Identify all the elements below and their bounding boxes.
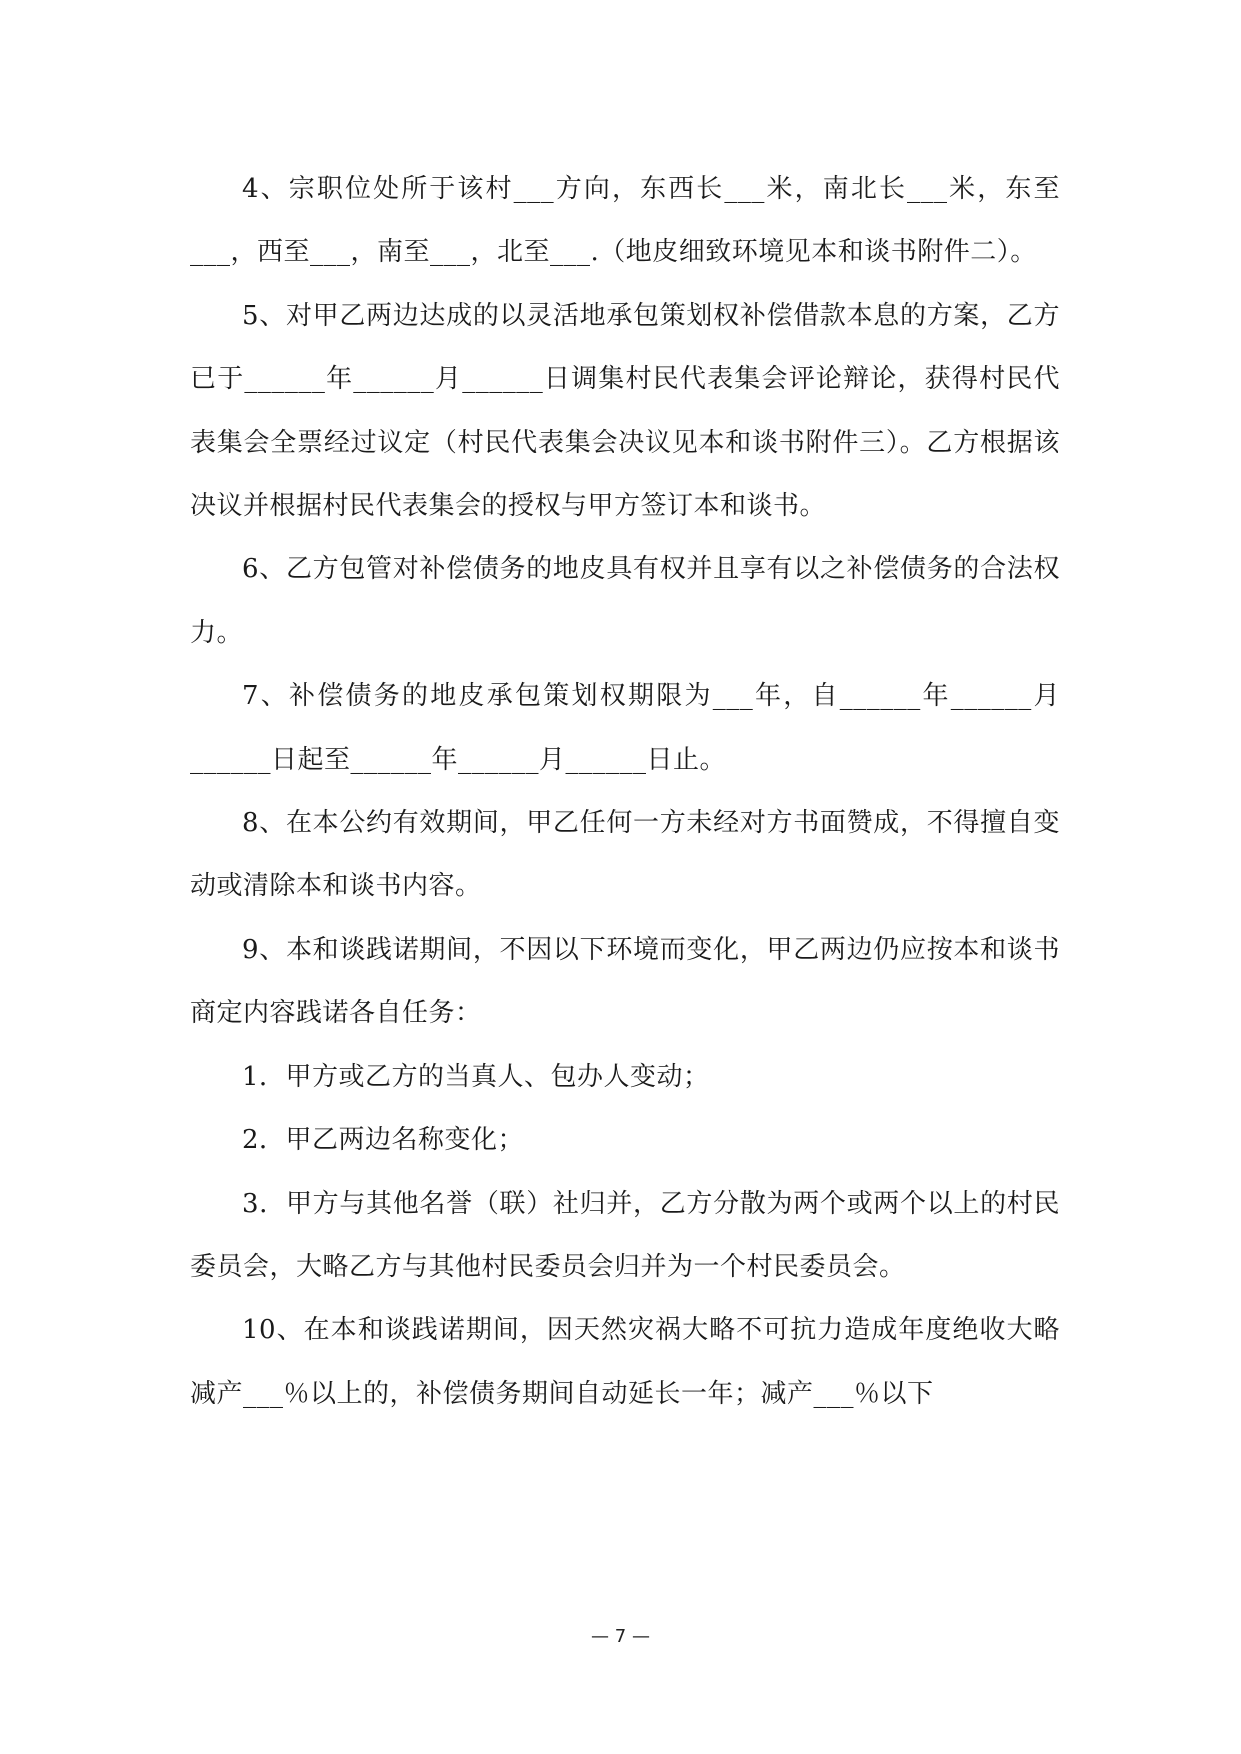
clause-6: 6、乙方包管对补偿债务的地皮具有权并且享有以之补偿债务的合法权力。 [190, 554, 1060, 648]
clause-10: 10、在本和谈践诺期间，因天然灾祸大略不可抗力造成年度绝收大略减产___％以上的，补偿债务期间自动延长一年；减产___％以下 [190, 1315, 1060, 1409]
list-item: 2．甲乙两边名称变化； [242, 1125, 525, 1156]
page-number: — 7 — [591, 1626, 650, 1647]
clause-7: 7、补偿债务的地皮承包策划权期限为___年，自______年______月______日起至______年______月______日止。 [190, 681, 1060, 775]
clause-4: 4、宗职位处所于该村___方向，东西长___米，南北长___米，东至___，西至___，南至___，北至___.（地皮细致环境见本和谈书附件二）。 [190, 174, 1060, 268]
clause-8: 8、在本公约有效期间，甲乙任何一方未经对方书面赞成，不得擅自变动或清除本和谈书内容。 [190, 808, 1060, 902]
document-body [190, 158, 1060, 1426]
list-item: 3．甲方与其他名誉（联）社归并，乙方分散为两个或两个以上的村民委员会，大略乙方与其他村民委员会归并为一个村民委员会。 [190, 1188, 1060, 1282]
clause-9: 9、本和谈践诺期间，不因以下环境而变化，甲乙两边仍应按本和谈书商定内容践诺各自任务： [190, 934, 1060, 1029]
list-item: 1．甲方或乙方的当真人、包办人变动； [242, 1061, 710, 1092]
clause-5: 5、对甲乙两边达成的以灵活地承包策划权补偿借款本息的方案，乙方已于______年______月______日调集村民代表集会评论辩论，获得村民代表集会全票经过议定（村民代表集会决议见本和谈书附件三）。乙方根据该决议并根据村民代表集会的授权与甲方签订本和谈书。 [190, 300, 1060, 522]
